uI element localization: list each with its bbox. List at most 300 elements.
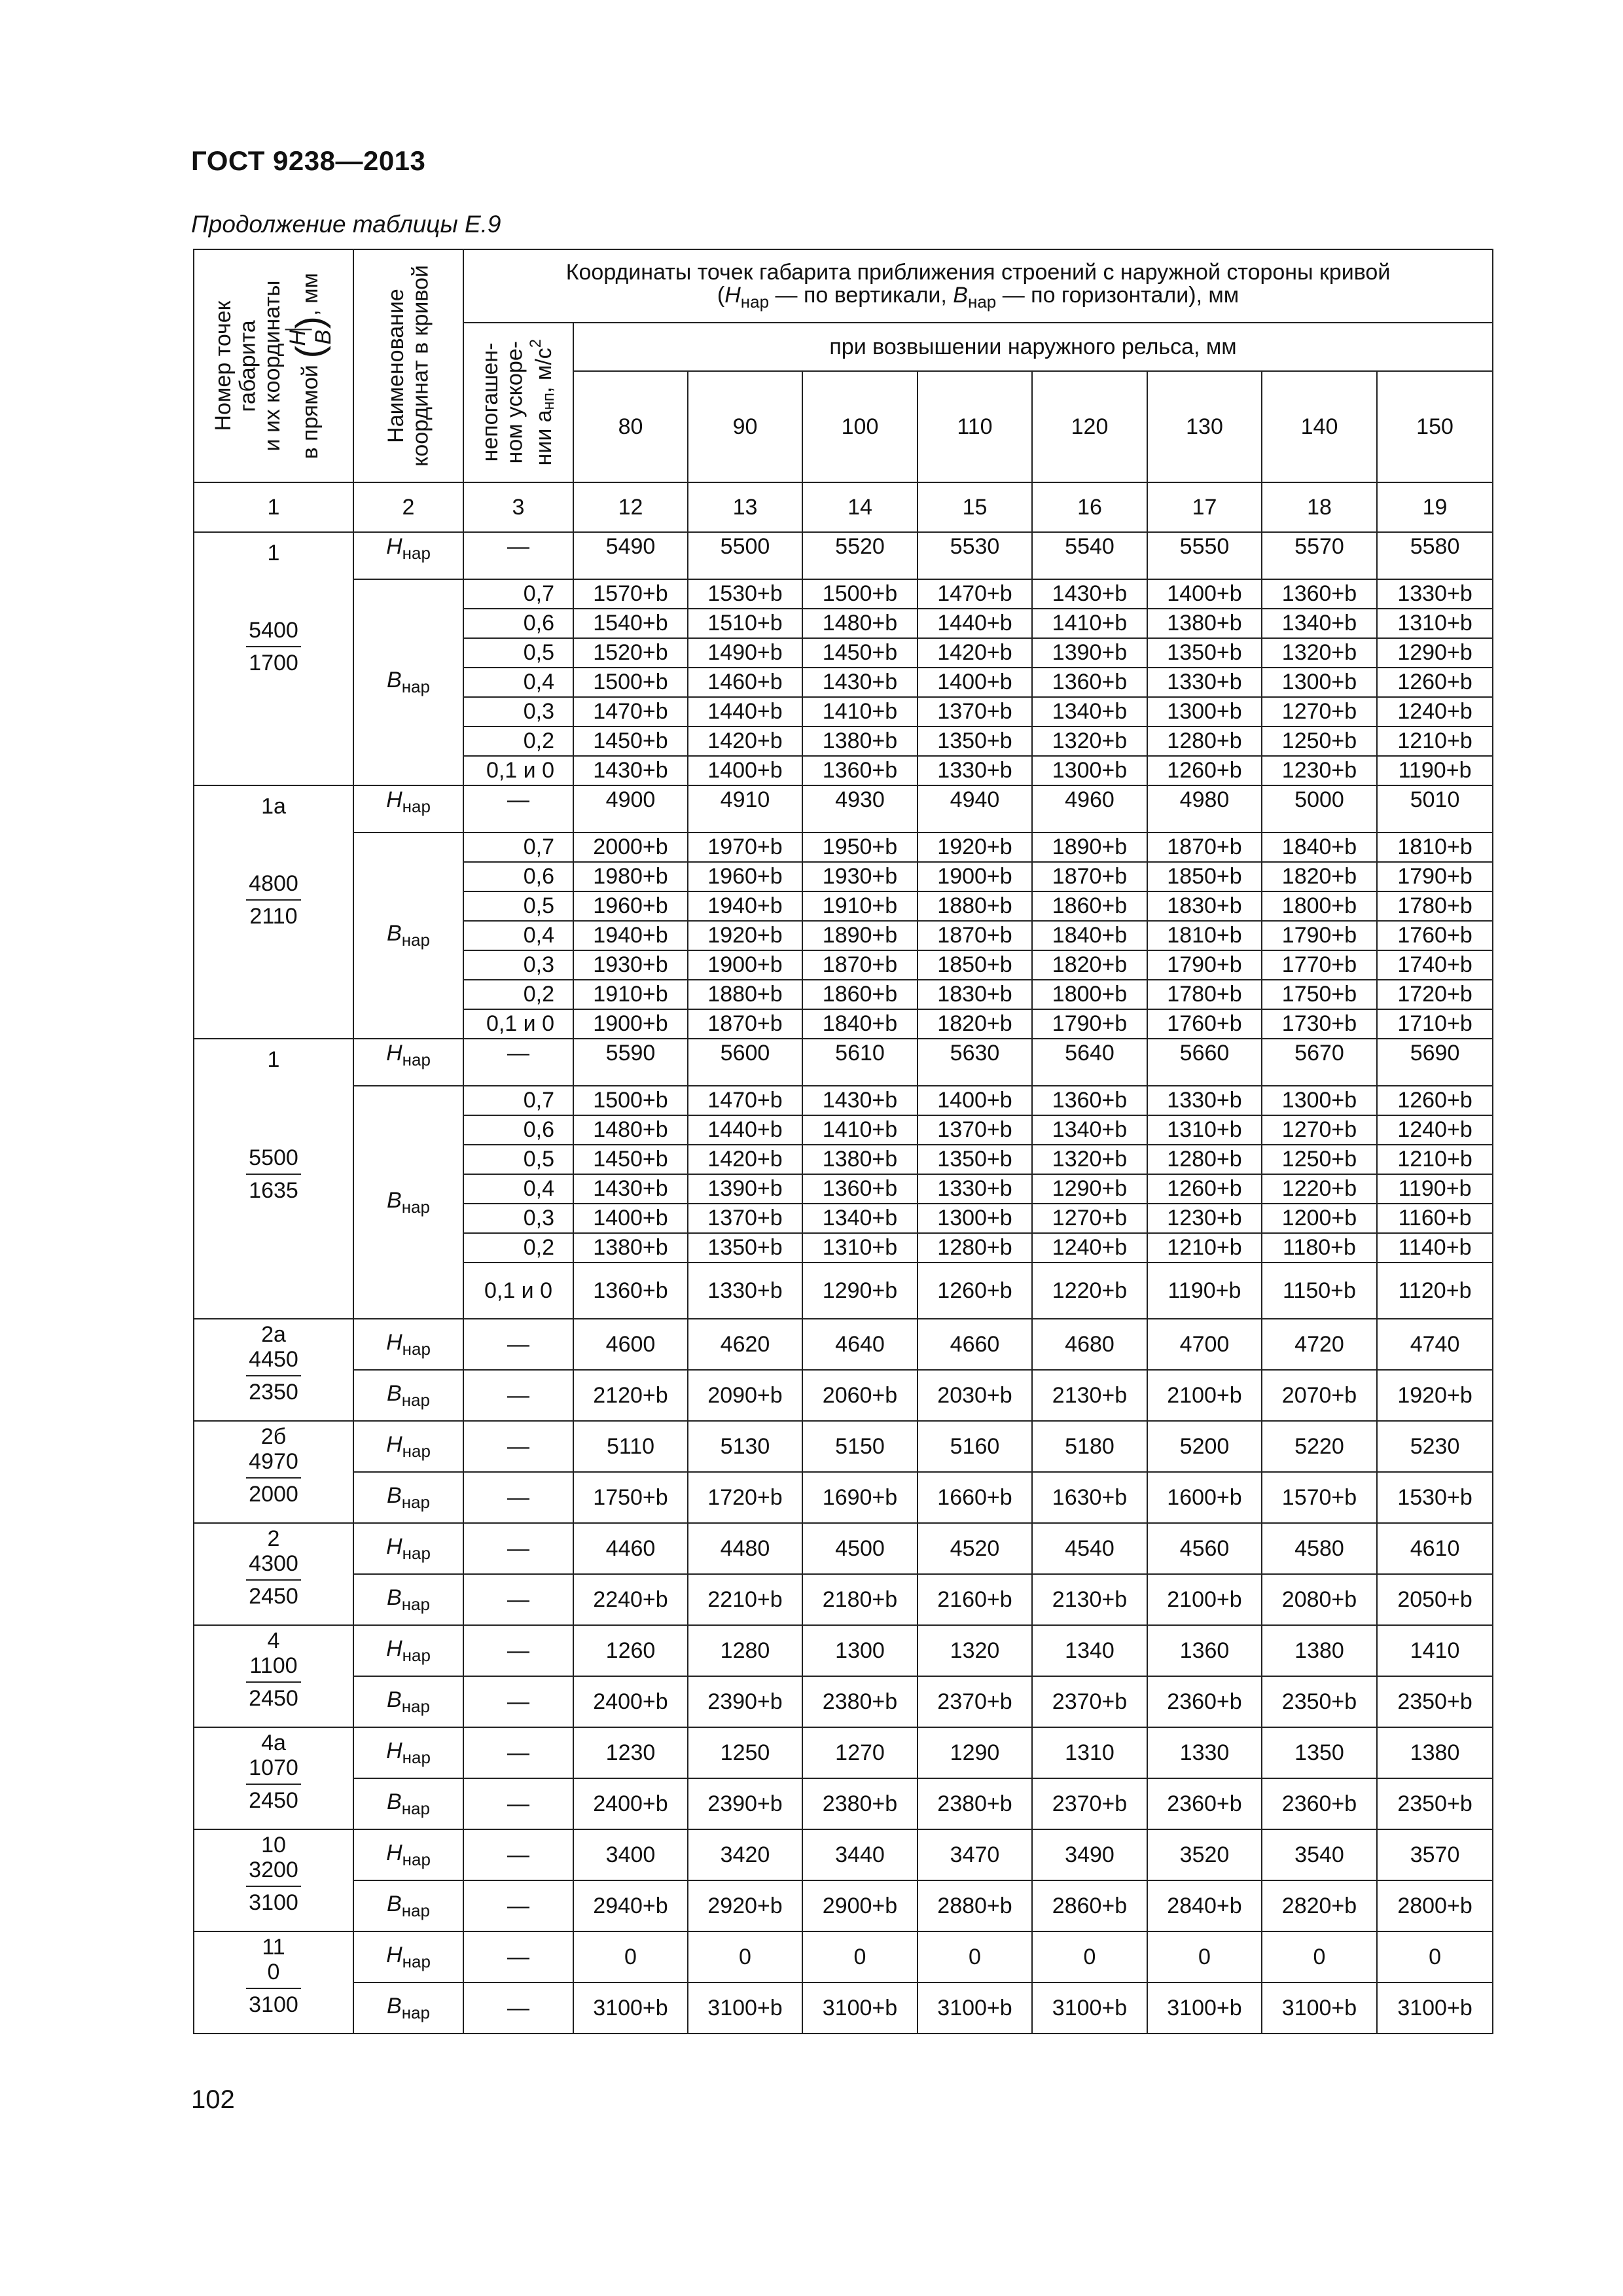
symbol-subscript: нар: [401, 1594, 430, 1614]
b-value-cell: 1480+b: [573, 1115, 688, 1145]
b-value-cell: 3100+b: [802, 1982, 918, 2034]
b-value-cell: 1460+b: [688, 668, 802, 697]
symbol-subscript: нар: [401, 1196, 430, 1217]
h-value-cell: 5200: [1147, 1421, 1262, 1472]
b-value-cell: 2360+b: [1262, 1778, 1377, 1829]
symbol-letter: B: [387, 1891, 402, 1916]
symbol-letter: H: [386, 1329, 402, 1355]
b-value-cell: 2100+b: [1147, 1574, 1262, 1625]
dash-cell: —: [463, 785, 573, 833]
dash-cell: —: [463, 1727, 573, 1778]
point-block: [194, 1049, 353, 1204]
table-row: [194, 1625, 1493, 1676]
b-value-cell: 1330+b: [1377, 579, 1493, 609]
h-value-cell: 4740: [1377, 1319, 1493, 1370]
b-value-cell: 1390+b: [688, 1174, 802, 1204]
b-value-cell: 1800+b: [1032, 980, 1147, 1009]
symbol-letter: H: [386, 1738, 402, 1763]
point-name: 1: [267, 541, 280, 565]
symbol-letter: B: [387, 1187, 402, 1213]
dash-cell: —: [463, 1039, 573, 1086]
fraction-numerator: 4300: [246, 1551, 301, 1581]
point-cell: [194, 1625, 353, 1727]
b-value-cell: 1750+b: [1262, 980, 1377, 1009]
point-block: [194, 542, 353, 676]
acceleration-cell: 0,4: [463, 921, 573, 950]
h-value-cell: 5150: [802, 1421, 918, 1472]
b-value-cell: 2030+b: [918, 1370, 1032, 1421]
b-value-cell: 1400+b: [573, 1204, 688, 1233]
h-value-cell: 1300: [802, 1625, 918, 1676]
b-symbol-cell: [353, 833, 463, 1039]
point-name: 11: [262, 1935, 285, 1960]
acceleration-cell: 0,3: [463, 1204, 573, 1233]
b-value-cell: 1220+b: [1262, 1174, 1377, 1204]
coordinate-symbol: [387, 1585, 430, 1614]
b-value-cell: 1330+b: [1147, 668, 1262, 697]
b-value-cell: 1970+b: [688, 833, 802, 862]
symbol-letter: H: [386, 1942, 402, 1967]
acceleration-cell: 0,3: [463, 697, 573, 726]
symbol-subscript: нар: [402, 797, 431, 816]
b-value-cell: 1490+b: [688, 638, 802, 668]
b-value-cell: 1440+b: [918, 609, 1032, 638]
h-value-cell: 0: [573, 1931, 688, 1982]
b-value-cell: 1790+b: [1147, 950, 1262, 980]
h-symbol-cell: [353, 1039, 463, 1086]
b-value-cell: 1360+b: [573, 1263, 688, 1319]
h-symbol-cell: [353, 1727, 463, 1778]
b-value-cell: 1220+b: [1032, 1263, 1147, 1319]
b-value-cell: 1140+b: [1377, 1233, 1493, 1263]
acceleration-cell: 0,3: [463, 950, 573, 980]
b-value-cell: 1320+b: [1262, 638, 1377, 668]
b-value-cell: 1910+b: [802, 891, 918, 921]
b-value-cell: 1830+b: [918, 980, 1032, 1009]
b-value-cell: 2160+b: [918, 1574, 1032, 1625]
h-value-cell: 3570: [1377, 1829, 1493, 1880]
table-row: [194, 1676, 1493, 1727]
b-value-cell: 1820+b: [918, 1009, 1032, 1039]
b-value-cell: 2070+b: [1262, 1370, 1377, 1421]
acceleration-cell: 0,1 и 0: [463, 1263, 573, 1319]
h-value-cell: 1410: [1377, 1625, 1493, 1676]
b-value-cell: 1810+b: [1377, 833, 1493, 862]
b-value-cell: 2370+b: [1032, 1676, 1147, 1727]
b-symbol-cell: [353, 1982, 463, 2034]
fraction-numerator: 0: [246, 1959, 301, 1989]
dash-cell: —: [463, 1778, 573, 1829]
b-value-cell: 1450+b: [573, 726, 688, 756]
b-value-cell: 2400+b: [573, 1676, 688, 1727]
coordinate-fraction: [246, 1653, 301, 1712]
h-value-cell: 4460: [573, 1523, 688, 1574]
b-value-cell: 1380+b: [1147, 609, 1262, 638]
h-value-cell: 1290: [918, 1727, 1032, 1778]
column-number: 16: [1032, 482, 1147, 532]
b-value-cell: 1800+b: [1262, 891, 1377, 921]
b-value-cell: 1150+b: [1262, 1263, 1377, 1319]
b-value-cell: 1960+b: [688, 862, 802, 891]
dash-cell: —: [463, 1676, 573, 1727]
b-value-cell: 1240+b: [1032, 1233, 1147, 1263]
b-value-cell: 1360+b: [802, 756, 918, 785]
elevation-header: 80: [573, 371, 688, 482]
h-value-cell: 0: [688, 1931, 802, 1982]
coordinate-symbol: [386, 1431, 431, 1461]
point-name: 10: [261, 1833, 286, 1857]
h-value-cell: 4700: [1147, 1319, 1262, 1370]
point-cell: [194, 1523, 353, 1625]
acceleration-cell: 0,2: [463, 726, 573, 756]
table-row: [194, 1039, 1493, 1086]
b-value-cell: 1190+b: [1377, 756, 1493, 785]
acceleration-cell: 0,2: [463, 980, 573, 1009]
b-value-cell: 1200+b: [1262, 1204, 1377, 1233]
h-symbol-cell: [353, 1523, 463, 1574]
table-row: [194, 1829, 1493, 1880]
h-value-cell: 0: [1147, 1931, 1262, 1982]
h-value-cell: 5660: [1147, 1039, 1262, 1086]
b-value-cell: 2880+b: [918, 1880, 1032, 1931]
acceleration-cell: 0,5: [463, 891, 573, 921]
table-row: [194, 1472, 1493, 1523]
b-value-cell: 2100+b: [1147, 1370, 1262, 1421]
coordinate-symbol: [386, 534, 431, 563]
fraction-numerator: 4800: [246, 870, 301, 901]
acceleration-cell: 0,1 и 0: [463, 1009, 573, 1039]
h-value-cell: 4930: [802, 785, 918, 833]
column-number: 17: [1147, 482, 1262, 532]
symbol-subscript: нар: [402, 1338, 431, 1359]
elevation-header: 90: [688, 371, 802, 482]
table-row: [194, 1370, 1493, 1421]
b-value-cell: 1710+b: [1377, 1009, 1493, 1039]
elevation-header: 110: [918, 371, 1032, 482]
b-value-cell: 1890+b: [802, 921, 918, 950]
point-name: 2а: [261, 1322, 286, 1347]
coordinate-symbol: [387, 1993, 430, 2022]
b-symbol-cell: [353, 1574, 463, 1625]
b-value-cell: 1760+b: [1377, 921, 1493, 950]
b-value-cell: 1350+b: [688, 1233, 802, 1263]
b-value-cell: 1920+b: [688, 921, 802, 950]
symbol-letter: H: [386, 1431, 402, 1457]
acceleration-cell: 0,5: [463, 1145, 573, 1174]
coordinate-symbol: [387, 1482, 430, 1512]
b-value-cell: 1230+b: [1262, 756, 1377, 785]
h-value-cell: 1250: [688, 1727, 802, 1778]
h-value-cell: 5000: [1262, 785, 1377, 833]
h-value-cell: 0: [918, 1931, 1032, 1982]
h-value-cell: 5490: [573, 532, 688, 579]
fraction-denominator: 2450: [249, 1787, 298, 1813]
b-value-cell: 1290+b: [802, 1263, 918, 1319]
b-value-cell: 1300+b: [1147, 697, 1262, 726]
b-value-cell: 1270+b: [1262, 1115, 1377, 1145]
h-value-cell: 3440: [802, 1829, 918, 1880]
b-value-cell: 2080+b: [1262, 1574, 1377, 1625]
column-number: 3: [463, 482, 573, 532]
h-value-cell: 5570: [1262, 532, 1377, 579]
b-value-cell: 1310+b: [802, 1233, 918, 1263]
column-number: 13: [688, 482, 802, 532]
symbol-subscript: нар: [401, 1900, 430, 1920]
b-value-cell: 1530+b: [688, 579, 802, 609]
table-row: [194, 1880, 1493, 1931]
b-value-cell: 1230+b: [1147, 1204, 1262, 1233]
h-value-cell: 5130: [688, 1421, 802, 1472]
h-value-cell: 4560: [1147, 1523, 1262, 1574]
h-value-cell: 1320: [918, 1625, 1032, 1676]
column-number: 1: [194, 482, 353, 532]
b-value-cell: 1570+b: [573, 579, 688, 609]
symbol-subscript: нар: [402, 1747, 431, 1767]
b-value-cell: 1750+b: [573, 1472, 688, 1523]
h-symbol-cell: [353, 1421, 463, 1472]
h-value-cell: 3420: [688, 1829, 802, 1880]
h-symbol-cell: [353, 1625, 463, 1676]
b-value-cell: 2000+b: [573, 833, 688, 862]
column-number: 2: [353, 482, 463, 532]
b-value-cell: 1400+b: [918, 668, 1032, 697]
symbol-letter: B: [387, 1789, 402, 1814]
h-value-cell: 3520: [1147, 1829, 1262, 1880]
b-value-cell: 1360+b: [1032, 668, 1147, 697]
b-value-cell: 1890+b: [1032, 833, 1147, 862]
b-value-cell: 2360+b: [1147, 1778, 1262, 1829]
h-value-cell: 1380: [1262, 1625, 1377, 1676]
fraction-numerator: 1070: [246, 1755, 301, 1785]
dash-cell: —: [463, 1880, 573, 1931]
acceleration-cell: 0,5: [463, 638, 573, 668]
b-value-cell: 2800+b: [1377, 1880, 1493, 1931]
b-value-cell: 1790+b: [1377, 862, 1493, 891]
h-value-cell: 4980: [1147, 785, 1262, 833]
header-acceleration: непогашен- ном ускоре- нии $a_{нп}$, $м/с^2$: [463, 323, 573, 482]
b-value-cell: 1330+b: [1147, 1086, 1262, 1115]
b-value-cell: 1450+b: [573, 1145, 688, 1174]
b-value-cell: 2390+b: [688, 1778, 802, 1829]
b-value-cell: 1510+b: [688, 609, 802, 638]
acceleration-cell: 0,7: [463, 833, 573, 862]
coordinate-symbol: [386, 1942, 431, 1971]
h-symbol-cell: [353, 1319, 463, 1370]
b-value-cell: 1940+b: [573, 921, 688, 950]
fraction-denominator: 2000: [249, 1481, 298, 1507]
b-value-cell: 2350+b: [1262, 1676, 1377, 1727]
b-value-cell: 1380+b: [573, 1233, 688, 1263]
symbol-subscript: нар: [401, 1696, 430, 1716]
b-value-cell: 1340+b: [1262, 609, 1377, 638]
h-value-cell: 5500: [688, 532, 802, 579]
b-value-cell: 2130+b: [1032, 1370, 1147, 1421]
h-value-cell: 5160: [918, 1421, 1032, 1472]
fraction-numerator: 5400: [246, 617, 301, 647]
fraction-denominator: 2450: [249, 1583, 298, 1609]
h-value-cell: 5610: [802, 1039, 918, 1086]
b-value-cell: 1300+b: [1262, 1086, 1377, 1115]
fraction-numerator: 1100: [246, 1653, 301, 1683]
b-value-cell: 3100+b: [918, 1982, 1032, 2034]
point-name: 1а: [261, 794, 286, 819]
h-symbol-cell: [353, 532, 463, 579]
b-value-cell: 1840+b: [802, 1009, 918, 1039]
table-row: [194, 833, 1493, 862]
b-value-cell: 1980+b: [573, 862, 688, 891]
b-value-cell: 1870+b: [1032, 862, 1147, 891]
b-value-cell: 1760+b: [1147, 1009, 1262, 1039]
b-value-cell: 1480+b: [802, 609, 918, 638]
b-value-cell: 1340+b: [1032, 697, 1147, 726]
h-value-cell: 4600: [573, 1319, 688, 1370]
b-value-cell: 1340+b: [802, 1204, 918, 1233]
b-value-cell: 1450+b: [802, 638, 918, 668]
acceleration-cell: 0,6: [463, 862, 573, 891]
b-value-cell: 2380+b: [918, 1778, 1032, 1829]
b-value-cell: 1290+b: [1032, 1174, 1147, 1204]
fraction-numerator: 4970: [246, 1448, 301, 1479]
b-value-cell: 1410+b: [802, 697, 918, 726]
b-value-cell: 1690+b: [802, 1472, 918, 1523]
h-value-cell: 4520: [918, 1523, 1032, 1574]
point-cell: [194, 1039, 353, 1319]
dash-cell: —: [463, 1472, 573, 1523]
symbol-letter: H: [386, 534, 402, 559]
dash-cell: —: [463, 532, 573, 579]
h-value-cell: 5600: [688, 1039, 802, 1086]
point-block: [194, 1422, 353, 1507]
b-value-cell: 1600+b: [1147, 1472, 1262, 1523]
b-value-cell: 1240+b: [1377, 697, 1493, 726]
b-symbol-cell: [353, 1778, 463, 1829]
b-value-cell: 1370+b: [918, 697, 1032, 726]
b-value-cell: 1430+b: [573, 756, 688, 785]
symbol-subscript: нар: [401, 1798, 430, 1818]
elevation-header: 150: [1377, 371, 1493, 482]
b-value-cell: 1420+b: [688, 1145, 802, 1174]
b-value-cell: 1880+b: [688, 980, 802, 1009]
b-value-cell: 1340+b: [1032, 1115, 1147, 1145]
h-value-cell: 5520: [802, 532, 918, 579]
table-row: [194, 1778, 1493, 1829]
b-value-cell: 1410+b: [802, 1115, 918, 1145]
h-value-cell: 1260: [573, 1625, 688, 1676]
elevation-header: 100: [802, 371, 918, 482]
coordinate-fraction: [246, 1755, 301, 1814]
b-value-cell: 1870+b: [918, 921, 1032, 950]
coordinate-fraction: [246, 1448, 301, 1507]
b-value-cell: 1190+b: [1147, 1263, 1262, 1319]
b-value-cell: 1500+b: [573, 668, 688, 697]
b-value-cell: 1470+b: [918, 579, 1032, 609]
b-value-cell: 2860+b: [1032, 1880, 1147, 1931]
symbol-subscript: нар: [401, 1390, 430, 1410]
acceleration-cell: 0,4: [463, 1174, 573, 1204]
b-value-cell: 2380+b: [802, 1778, 918, 1829]
dash-cell: —: [463, 1421, 573, 1472]
symbol-letter: H: [386, 787, 402, 812]
b-value-cell: 2210+b: [688, 1574, 802, 1625]
b-value-cell: 1250+b: [1262, 1145, 1377, 1174]
h-value-cell: 3540: [1262, 1829, 1377, 1880]
dash-cell: —: [463, 1982, 573, 2034]
symbol-letter: H: [386, 1041, 402, 1066]
b-value-cell: 1790+b: [1262, 921, 1377, 950]
acceleration-cell: 0,4: [463, 668, 573, 697]
point-name: 2: [267, 1526, 280, 1551]
table-row: [194, 1523, 1493, 1574]
column-number: 19: [1377, 482, 1493, 532]
b-value-cell: 1500+b: [573, 1086, 688, 1115]
h-value-cell: 4620: [688, 1319, 802, 1370]
header-main: Координаты точек габарита приближения строений с наружной стороны кривой ($H_{нар}$ — по вертикали, $B_{нар}$ — по горизонтали), мм: [463, 249, 1493, 323]
h-value-cell: 4640: [802, 1319, 918, 1370]
document-header: ГОСТ 9238—2013: [191, 145, 426, 176]
b-value-cell: 1720+b: [688, 1472, 802, 1523]
h-value-cell: 1330: [1147, 1727, 1262, 1778]
b-value-cell: 1880+b: [918, 891, 1032, 921]
b-value-cell: 1830+b: [1147, 891, 1262, 921]
b-value-cell: 1380+b: [802, 726, 918, 756]
b-value-cell: 1370+b: [918, 1115, 1032, 1145]
b-value-cell: 1570+b: [1262, 1472, 1377, 1523]
h-value-cell: 3470: [918, 1829, 1032, 1880]
coordinate-symbol: [387, 1687, 430, 1716]
b-value-cell: 1400+b: [688, 756, 802, 785]
header-point-number: Номер точек габарита и их координаты в прямой ( H B ) , мм: [194, 249, 353, 482]
b-value-cell: 1320+b: [1032, 726, 1147, 756]
fraction-numerator: 4450: [246, 1346, 301, 1376]
column-number: 14: [802, 482, 918, 532]
gauge-table: [193, 249, 1493, 2034]
b-value-cell: 3100+b: [1377, 1982, 1493, 2034]
b-value-cell: 2840+b: [1147, 1880, 1262, 1931]
symbol-letter: B: [387, 1482, 402, 1508]
b-value-cell: 2060+b: [802, 1370, 918, 1421]
b-value-cell: 1850+b: [918, 950, 1032, 980]
b-value-cell: 1870+b: [1147, 833, 1262, 862]
page-number: 102: [191, 2085, 235, 2114]
b-value-cell: 1440+b: [688, 697, 802, 726]
b-value-cell: 1740+b: [1377, 950, 1493, 980]
table-row: [194, 532, 1493, 579]
h-value-cell: 1230: [573, 1727, 688, 1778]
coordinate-fraction: [246, 1857, 301, 1916]
fraction-denominator: 1635: [249, 1177, 298, 1203]
b-value-cell: 1370+b: [688, 1204, 802, 1233]
symbol-subscript: нар: [402, 1050, 431, 1069]
acceleration-cell: 0,1 и 0: [463, 756, 573, 785]
h-value-cell: 5230: [1377, 1421, 1493, 1472]
b-value-cell: 1280+b: [1147, 726, 1262, 756]
b-value-cell: 1720+b: [1377, 980, 1493, 1009]
symbol-letter: B: [387, 1585, 402, 1610]
coordinate-fraction: [246, 1346, 301, 1405]
symbol-letter: H: [386, 1534, 402, 1559]
b-value-cell: 1770+b: [1262, 950, 1377, 980]
b-value-cell: 1260+b: [1147, 756, 1262, 785]
symbol-subscript: нар: [402, 1849, 431, 1869]
b-value-cell: 2120+b: [573, 1370, 688, 1421]
b-value-cell: 1940+b: [688, 891, 802, 921]
point-name: 1: [267, 1047, 280, 1072]
h-value-cell: 5590: [573, 1039, 688, 1086]
b-value-cell: 1840+b: [1262, 833, 1377, 862]
dash-cell: —: [463, 1319, 573, 1370]
coordinate-symbol: [386, 1636, 431, 1665]
b-value-cell: 1810+b: [1147, 921, 1262, 950]
